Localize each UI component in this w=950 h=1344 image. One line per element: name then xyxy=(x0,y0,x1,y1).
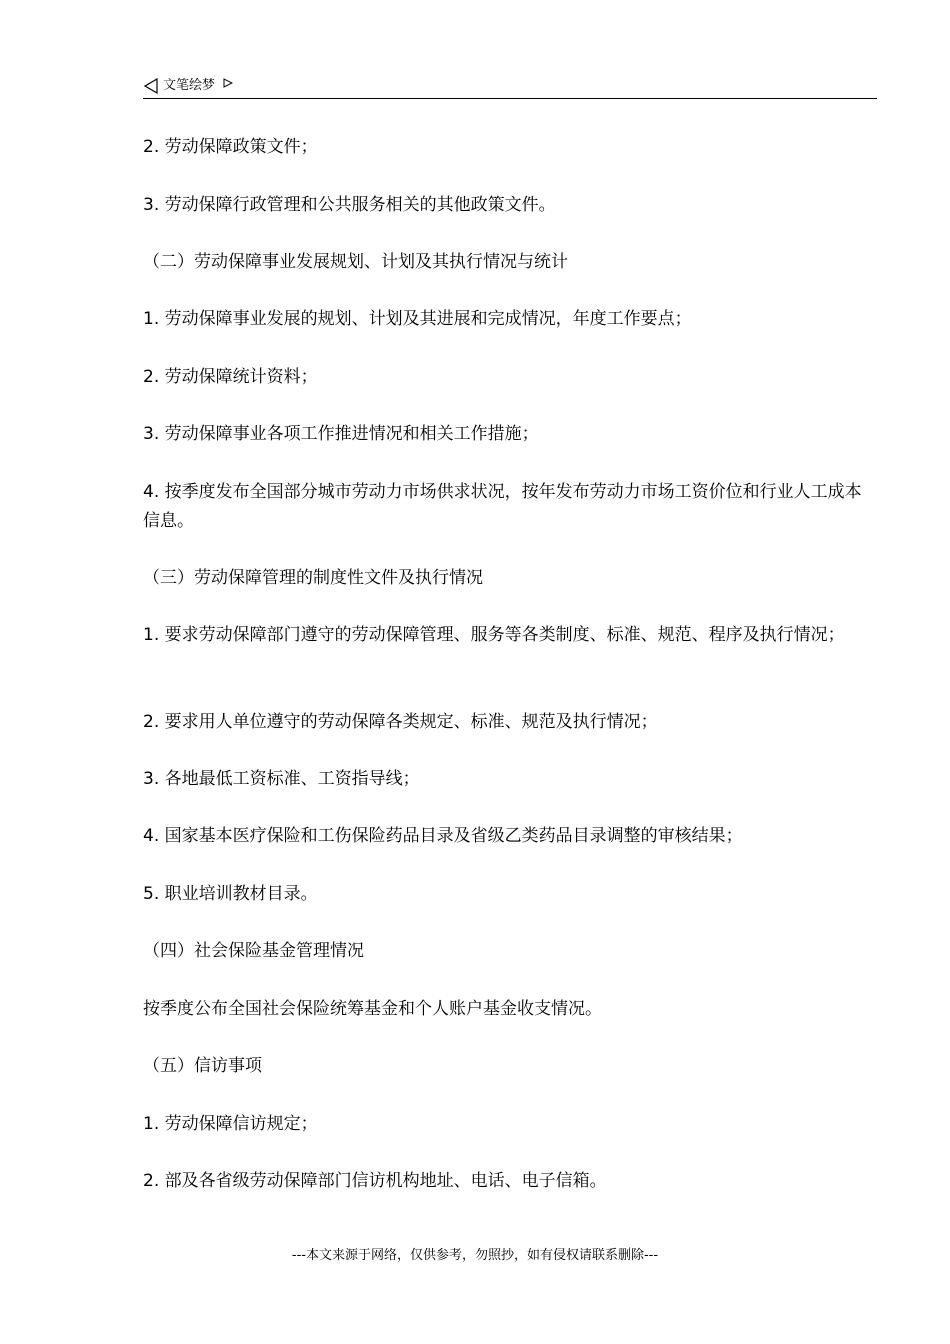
paragraph: 1. 要求劳动保障部门遵守的劳动保障管理、服务等各类制度、标准、规范、程序及执行情况； xyxy=(143,625,845,645)
paragraph: 5. 职业培训教材目录。 xyxy=(143,884,318,904)
triangle-right-icon xyxy=(223,78,233,88)
page-footer: ---本文来源于网络，仅供参考，勿照抄，如有侵权请联系删除--- xyxy=(291,1248,659,1263)
page-header xyxy=(143,74,877,99)
paragraph: 2. 要求用人单位遵守的劳动保障各类规定、标准、规范及执行情况； xyxy=(143,712,658,732)
paragraph: 4. 国家基本医疗保险和工伤保险药品目录及省级乙类药品目录调整的审核结果； xyxy=(143,826,743,846)
paragraph: 2. 劳动保障政策文件； xyxy=(143,137,318,157)
paragraph: 按季度公布全国社会保险统筹基金和个人账户基金收支情况。 xyxy=(143,999,602,1019)
triangle-left-icon xyxy=(143,78,159,94)
section-heading: （四）社会保险基金管理情况 xyxy=(143,941,364,961)
section-heading: （二）劳动保障事业发展规划、计划及其执行情况与统计 xyxy=(143,252,568,272)
paragraph: 3. 各地最低工资标准、工资指导线； xyxy=(143,769,420,789)
paragraph: 2. 部及各省级劳动保障部门信访机构地址、电话、电子信箱。 xyxy=(143,1171,607,1191)
paragraph: 2. 劳动保障统计资料； xyxy=(143,367,318,387)
paragraph: 1. 劳动保障事业发展的规划、计划及其进展和完成情况，年度工作要点； xyxy=(143,309,692,329)
paragraph: 4. 按季度发布全国部分城市劳动力市场供求状况，按年发布劳动力市场工资价位和行业人工成本信息。 xyxy=(143,482,862,531)
header-title: 文笔绘梦 xyxy=(163,78,216,93)
paragraph: 3. 劳动保障事业各项工作推进情况和相关工作措施； xyxy=(143,424,539,444)
paragraph: 3. 劳动保障行政管理和公共服务相关的其他政策文件。 xyxy=(143,195,556,215)
section-heading: （三）劳动保障管理的制度性文件及执行情况 xyxy=(143,568,483,588)
paragraph: 1. 劳动保障信访规定； xyxy=(143,1114,318,1134)
section-heading: （五）信访事项 xyxy=(143,1056,262,1076)
